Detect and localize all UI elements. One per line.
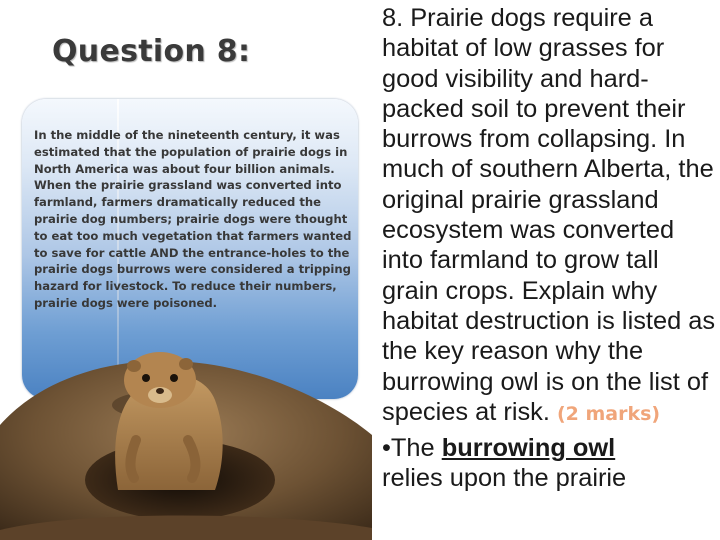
answer-bullet-line (382, 433, 718, 463)
prairie-dog-photo (0, 340, 372, 540)
panel-text: In the middle of the nineteenth century, it was estimated that the population of prairie dogs in North America was about four billion animals. When the prairie grassland was converted into farmland, farmers dramatically reduced the prairie dog numbers; prairie dogs were thought to eat too much vegetation that farmers wanted to save for cattle AND the entrance-holes to the prairie dogs burrows were considered a tripping hazard for livestock. To reduce their numbers, prairie dogs were poisoned. (34, 128, 352, 310)
answer-continuation: relies upon the prairie (382, 464, 627, 493)
answer-term: burrowing owl (441, 434, 616, 463)
answer-bullet: •The (382, 434, 435, 463)
marks-label: (2 marks) (556, 402, 661, 425)
slide-title: Question 8: (52, 34, 251, 69)
question-text-block (382, 3, 718, 494)
question-text: 8. Prairie dogs require a habitat of low grasses for good visibility and hard-packed soil to prevent their burrows from collapsing. In much of southern Alberta, the original prairie grassland ecosystem was converted into farmland to grow tall grain crops. Explain why habitat destruction is listed as the key reason why the burrowing owl is on the list of species at risk. (382, 4, 716, 426)
